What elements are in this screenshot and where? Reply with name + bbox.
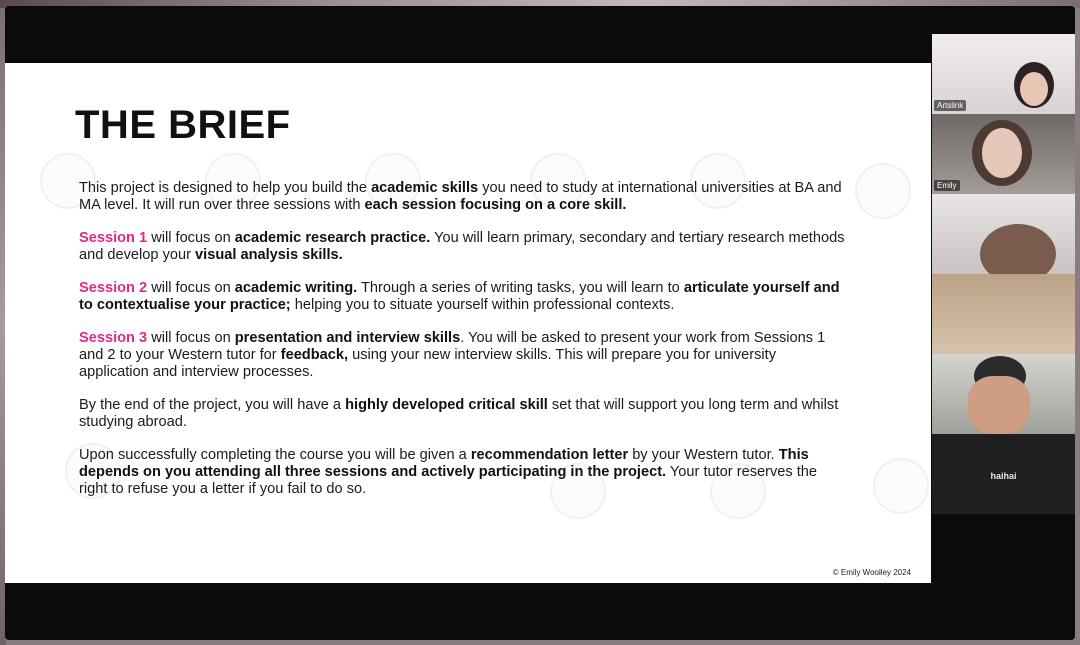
participant-video (1020, 72, 1048, 106)
session-2-text: will focus on (147, 280, 235, 296)
session-3-text: . You will be asked to present your work from Sessions 1 and 2 to your Western tutor for (79, 330, 826, 363)
intro-text: This project is designed to help you build the (79, 180, 372, 196)
session-2-emphasis: articulate yourself and to contextualise your practice; (79, 280, 840, 313)
session-2-emphasis: academic writing. (234, 280, 358, 296)
participant-tile[interactable] (932, 34, 1075, 114)
session-1-text: You will learn primary, secondary and tertiary research methods and develop your (79, 230, 845, 263)
session-1-text: will focus on (147, 230, 235, 246)
participant-name: Artslink (934, 100, 966, 111)
participant-name: Emily (934, 180, 960, 191)
slide-body (79, 180, 849, 514)
session-2-paragraph (79, 280, 849, 314)
slide-copyright: © Emily Woolley 2024 (832, 568, 911, 577)
outcome-paragraph (79, 397, 849, 431)
session-3-emphasis: presentation and interview skills (234, 330, 461, 346)
session-2-text: helping you to situate yourself within professional contexts. (290, 297, 675, 313)
outcome-emphasis: highly developed critical skill (345, 397, 548, 413)
intro-paragraph (79, 180, 849, 214)
session-1-label: Session 1 (79, 230, 148, 246)
session-3-text: will focus on (147, 330, 235, 346)
outcome-text: By the end of the project, you will have a (79, 397, 346, 413)
watermark-logo (855, 163, 911, 219)
intro-text: you need to study at international universities at BA and MA level. It will run over three sessions with (79, 180, 842, 213)
session-1-paragraph (79, 230, 849, 264)
letter-emphasis: recommendation letter (470, 447, 629, 463)
participant-video (982, 128, 1022, 178)
outcome-text: set that will support you long term and whilst studying abroad. (79, 397, 839, 430)
meeting-window (5, 6, 1075, 640)
participant-name: haihai (990, 471, 1017, 481)
participant-video (968, 376, 1030, 434)
session-1-emphasis: visual analysis skills. (195, 247, 343, 263)
session-3-paragraph (79, 330, 849, 381)
intro-emphasis: each session focusing on a core skill. (364, 197, 627, 213)
participant-tile[interactable] (932, 354, 1075, 434)
participant-gallery (932, 34, 1075, 519)
participant-tile[interactable] (932, 434, 1075, 514)
session-3-text: using your new interview skills. This will prepare you for university application and interview processes. (79, 347, 777, 380)
participant-tile[interactable] (932, 274, 1075, 354)
letter-text: by your Western tutor. (628, 447, 779, 463)
session-3-label: Session 3 (79, 330, 148, 346)
letter-emphasis: This depends on you attending all three sessions and actively participating in the project. (79, 447, 809, 480)
watermark-logo (873, 458, 929, 514)
slide-title: THE BRIEF (75, 103, 291, 147)
letter-text: Upon successfully completing the course you will be given a (79, 447, 471, 463)
participant-tile[interactable] (932, 194, 1075, 274)
participant-tile[interactable] (932, 114, 1075, 194)
participant-video (980, 224, 1056, 274)
session-1-emphasis: academic research practice. (234, 230, 431, 246)
shared-slide (5, 63, 931, 583)
session-2-text: Through a series of writing tasks, you will learn to (357, 280, 684, 296)
letter-text: Your tutor reserves the right to refuse you a letter if you fail to do so. (79, 464, 818, 497)
session-2-label: Session 2 (79, 280, 148, 296)
letter-paragraph (79, 447, 849, 498)
intro-emphasis: academic skills (371, 180, 479, 196)
session-3-emphasis: feedback, (280, 347, 349, 363)
